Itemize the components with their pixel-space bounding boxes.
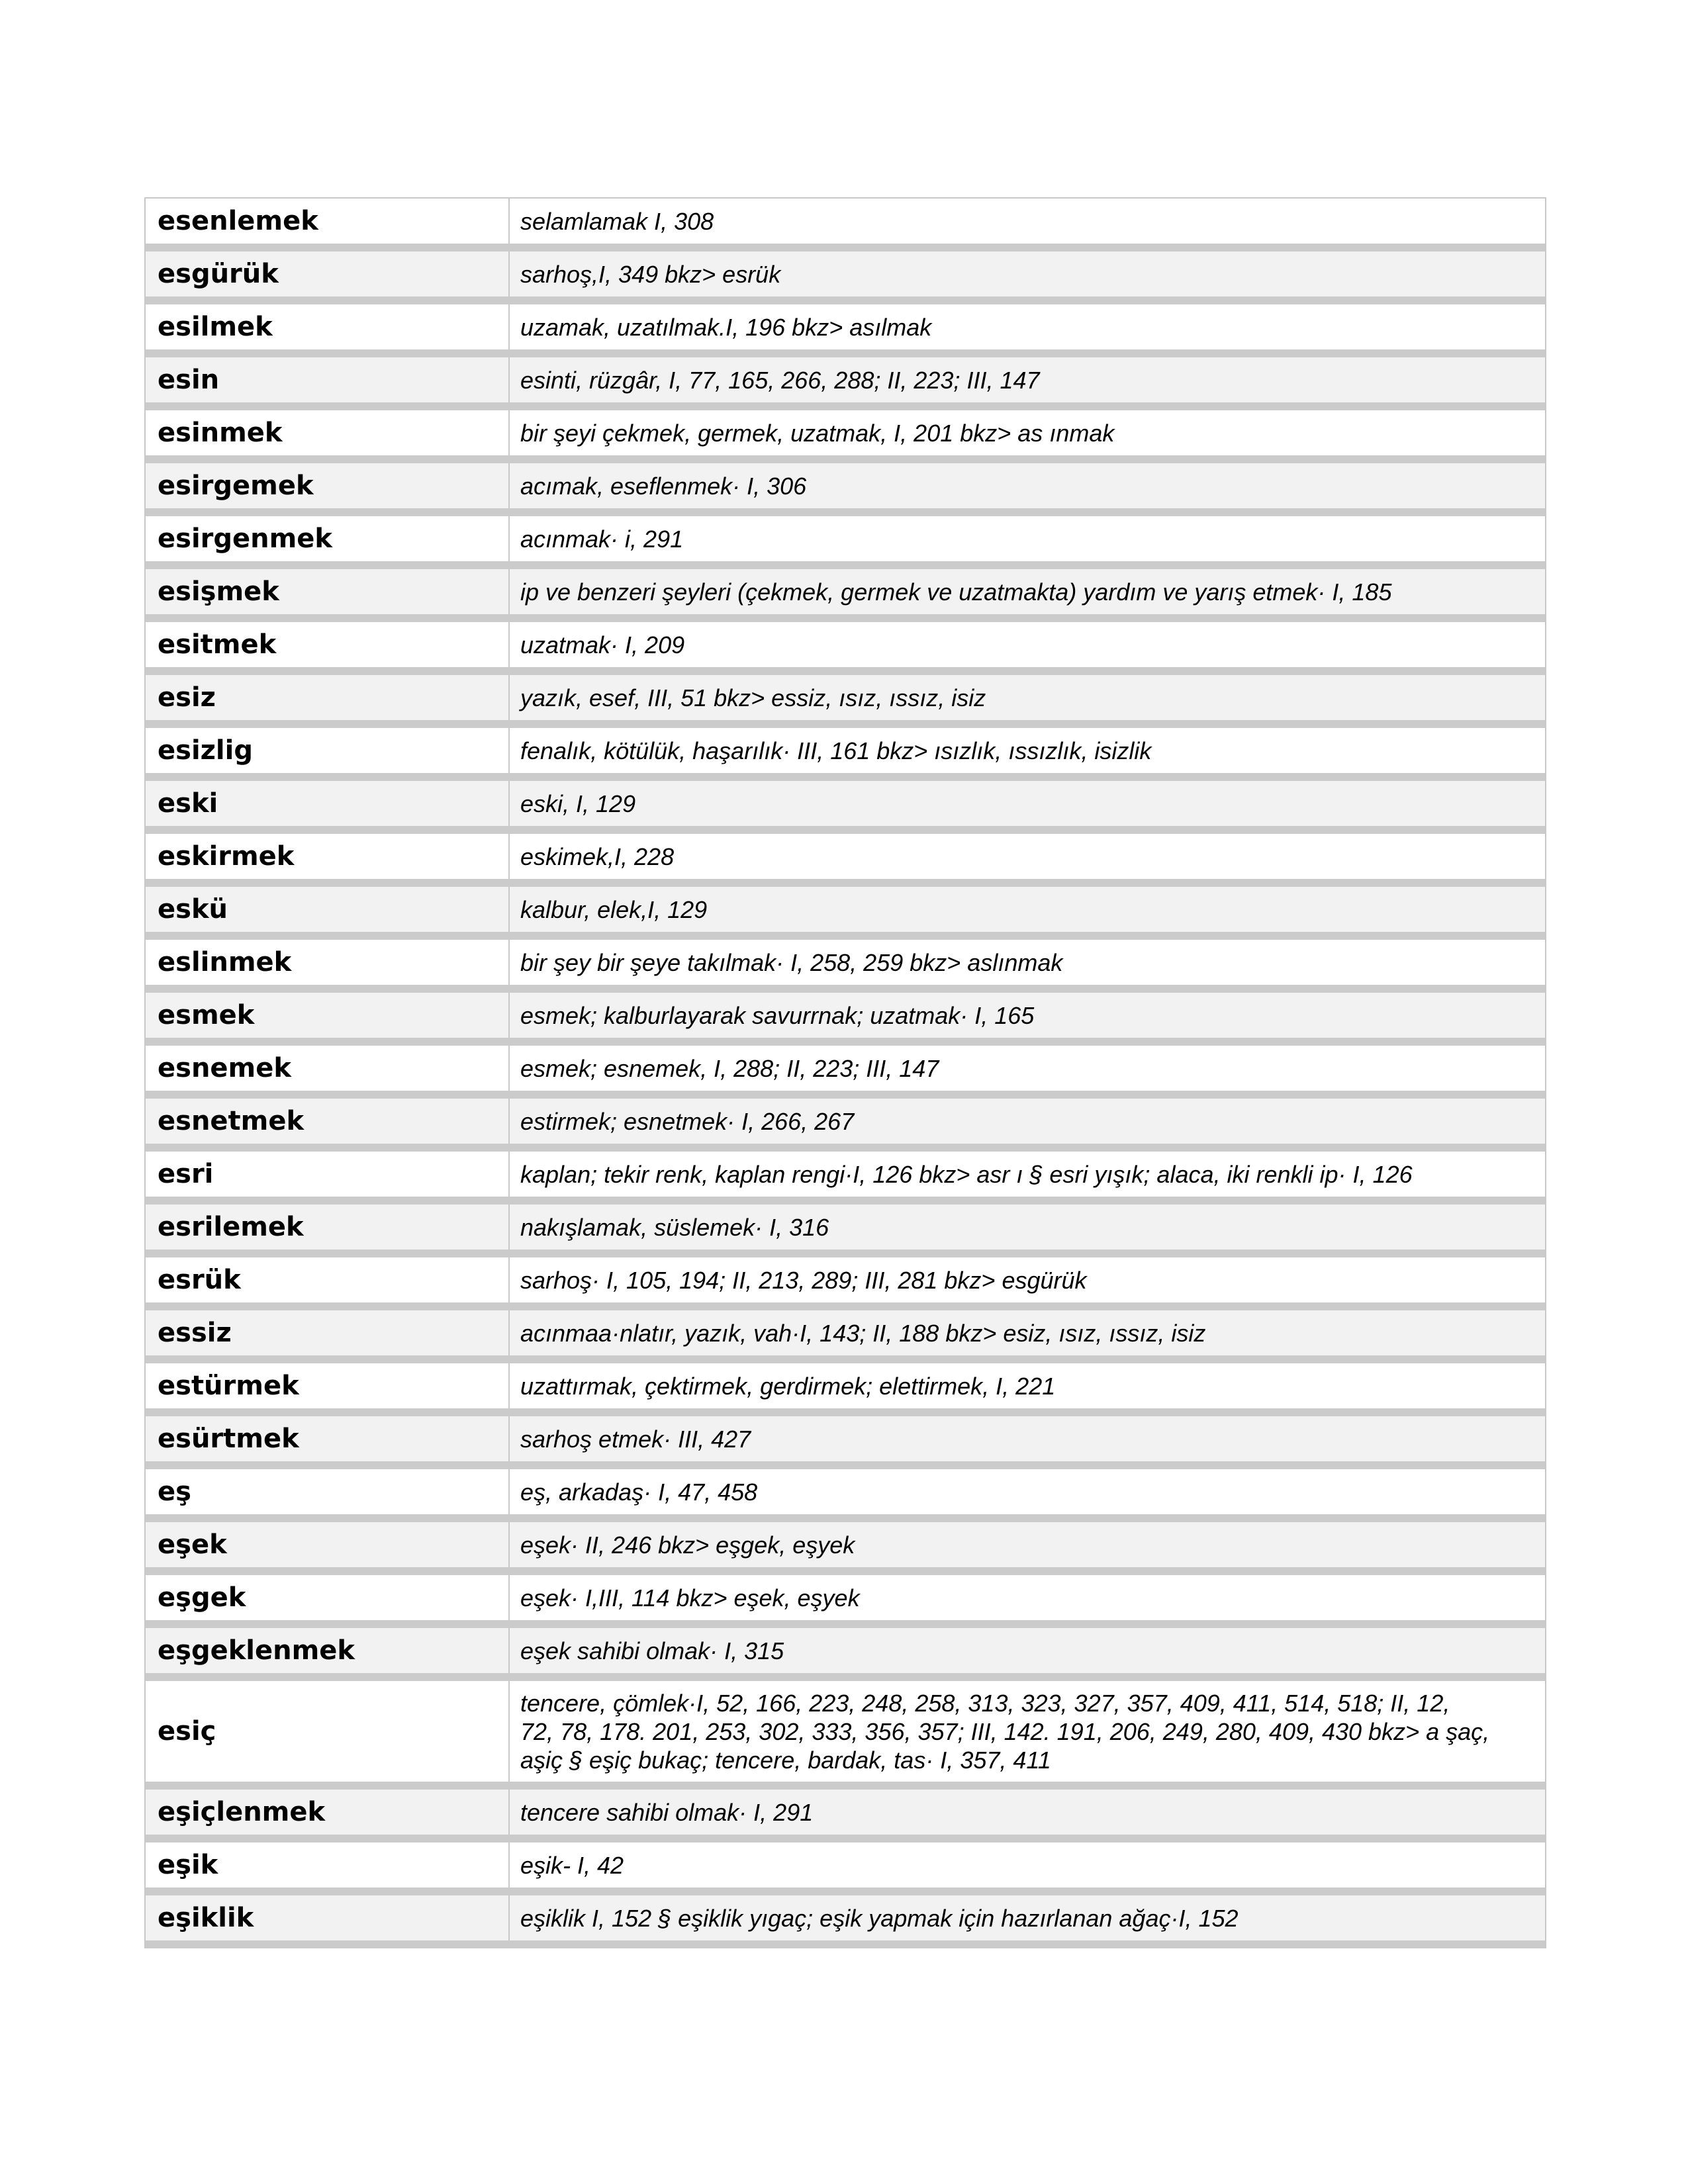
headword: esiz	[146, 675, 510, 720]
table-row	[146, 1628, 1545, 1681]
definition: acınmak· i, 291	[510, 516, 1545, 561]
table-row	[146, 569, 1545, 622]
headword: esri	[146, 1152, 510, 1197]
definition: bir şeyi çekmek, germek, uzatmak, I, 201 bkz> as ınmak	[510, 410, 1545, 455]
table-row	[146, 834, 1545, 887]
definition: eş, arkadaş· I, 47, 458	[510, 1469, 1545, 1514]
definition: uzamak, uzatılmak.I, 196 bkz> asılmak	[510, 304, 1545, 349]
definition: eşek sahibi olmak· I, 315	[510, 1628, 1545, 1673]
definition: sarhoş etmek· III, 427	[510, 1416, 1545, 1461]
table-row	[146, 516, 1545, 569]
table-row	[146, 1843, 1545, 1895]
definition: selamlamak I, 308	[510, 199, 1545, 244]
definition: kaplan; tekir renk, kaplan rengi·I, 126 bkz> asr ı § esri yışık; alaca, iki renkli ip· I, 126	[510, 1152, 1545, 1197]
headword: esgürük	[146, 251, 510, 296]
headword: essiz	[146, 1310, 510, 1355]
headword: eşiçlenmek	[146, 1790, 510, 1835]
headword: eskirmek	[146, 834, 510, 879]
headword: esinmek	[146, 410, 510, 455]
headword: esirgenmek	[146, 516, 510, 561]
definition: ip ve benzeri şeyleri (çekmek, germek ve uzatmakta) yardım ve yarış etmek· I, 185	[510, 569, 1545, 614]
table-row	[146, 251, 1545, 304]
headword: esürtmek	[146, 1416, 510, 1461]
definition: eşiklik I, 152 § eşiklik yıgaç; eşik yapmak için hazırlanan ağaç·I, 152	[510, 1895, 1545, 1940]
headword: eşik	[146, 1843, 510, 1888]
definition-line: tencere, çömlek·I, 52, 166, 223, 248, 258, 313, 323, 327, 357, 409, 411, 514, 518; II, 12,	[520, 1689, 1450, 1717]
headword: eş	[146, 1469, 510, 1514]
table-row	[146, 1205, 1545, 1257]
headword: eskü	[146, 887, 510, 932]
table-row	[146, 728, 1545, 781]
definition: estirmek; esnetmek· I, 266, 267	[510, 1099, 1545, 1144]
headword: esrilemek	[146, 1205, 510, 1250]
headword: estürmek	[146, 1363, 510, 1408]
table-row	[146, 1257, 1545, 1310]
headword: esilmek	[146, 304, 510, 349]
table-row	[146, 199, 1545, 251]
table-row	[146, 1416, 1545, 1469]
headword: esirgemek	[146, 463, 510, 508]
headword: esitmek	[146, 622, 510, 667]
definition: acınmaa·nlatır, yazık, vah·I, 143; II, 188 bkz> esiz, ısız, ıssız, isiz	[510, 1310, 1545, 1355]
definition: sarhoş· I, 105, 194; II, 213, 289; III, 281 bkz> esgürük	[510, 1257, 1545, 1302]
headword: eşiklik	[146, 1895, 510, 1940]
table-row	[146, 1363, 1545, 1416]
table-row	[146, 1522, 1545, 1575]
definition: esmek; esnemek, I, 288; II, 223; III, 147	[510, 1046, 1545, 1091]
table-row	[146, 304, 1545, 357]
table-row	[146, 887, 1545, 940]
definition-line: 72, 78, 178. 201, 253, 302, 333, 356, 357; III, 142. 191, 206, 249, 280, 409, 430 bkz> a şaç,	[520, 1717, 1490, 1745]
table-row	[146, 1310, 1545, 1363]
definition	[510, 1681, 1545, 1782]
table-row	[146, 1046, 1545, 1099]
definition: yazık, esef, III, 51 bkz> essiz, ısız, ıssız, isiz	[510, 675, 1545, 720]
headword: esnetmek	[146, 1099, 510, 1144]
headword: esişmek	[146, 569, 510, 614]
definition: esinti, rüzgâr, I, 77, 165, 266, 288; II, 223; III, 147	[510, 357, 1545, 402]
definition: kalbur, elek,I, 129	[510, 887, 1545, 932]
headword: esnemek	[146, 1046, 510, 1091]
definition-line: aşiç § eşiç bukaç; tencere, bardak, tas· I, 357, 411	[520, 1746, 1051, 1774]
table-row	[146, 993, 1545, 1046]
table-row	[146, 410, 1545, 463]
table-row	[146, 1681, 1545, 1790]
table-row	[146, 1895, 1545, 1948]
headword: eşgeklenmek	[146, 1628, 510, 1673]
table-row	[146, 1790, 1545, 1843]
headword: eşgek	[146, 1575, 510, 1620]
headword: eski	[146, 781, 510, 826]
table-row	[146, 1575, 1545, 1628]
headword: esmek	[146, 993, 510, 1038]
definition: eşek· I,III, 114 bkz> eşek, eşyek	[510, 1575, 1545, 1620]
headword: eşek	[146, 1522, 510, 1567]
headword: esin	[146, 357, 510, 402]
definition: fenalık, kötülük, haşarılık· III, 161 bkz> ısızlık, ıssızlık, isizlik	[510, 728, 1545, 773]
glossary-table	[144, 197, 1546, 1948]
table-row	[146, 463, 1545, 516]
definition: esmek; kalburlayarak savurrnak; uzatmak· I, 165	[510, 993, 1545, 1038]
definition: bir şey bir şeye takılmak· I, 258, 259 bkz> aslınmak	[510, 940, 1545, 985]
table-row	[146, 357, 1545, 410]
definition: acımak, eseflenmek· I, 306	[510, 463, 1545, 508]
definition: uzatmak· I, 209	[510, 622, 1545, 667]
table-row	[146, 1099, 1545, 1152]
table-row	[146, 781, 1545, 834]
definition: tencere sahibi olmak· I, 291	[510, 1790, 1545, 1835]
table-row	[146, 1152, 1545, 1205]
headword: esizlig	[146, 728, 510, 773]
definition: eskimek,I, 228	[510, 834, 1545, 879]
table-row	[146, 1469, 1545, 1522]
definition: nakışlamak, süslemek· I, 316	[510, 1205, 1545, 1250]
headword: esrük	[146, 1257, 510, 1302]
definition: eşek· II, 246 bkz> eşgek, eşyek	[510, 1522, 1545, 1567]
headword: esenlemek	[146, 199, 510, 244]
table-row	[146, 622, 1545, 675]
definition: uzattırmak, çektirmek, gerdirmek; elettirmek, I, 221	[510, 1363, 1545, 1408]
table-row	[146, 675, 1545, 728]
definition: eski, I, 129	[510, 781, 1545, 826]
table-row	[146, 940, 1545, 993]
headword: esiç	[146, 1681, 510, 1782]
headword: eslinmek	[146, 940, 510, 985]
definition: sarhoş,I, 349 bkz> esrük	[510, 251, 1545, 296]
definition: eşik- I, 42	[510, 1843, 1545, 1888]
